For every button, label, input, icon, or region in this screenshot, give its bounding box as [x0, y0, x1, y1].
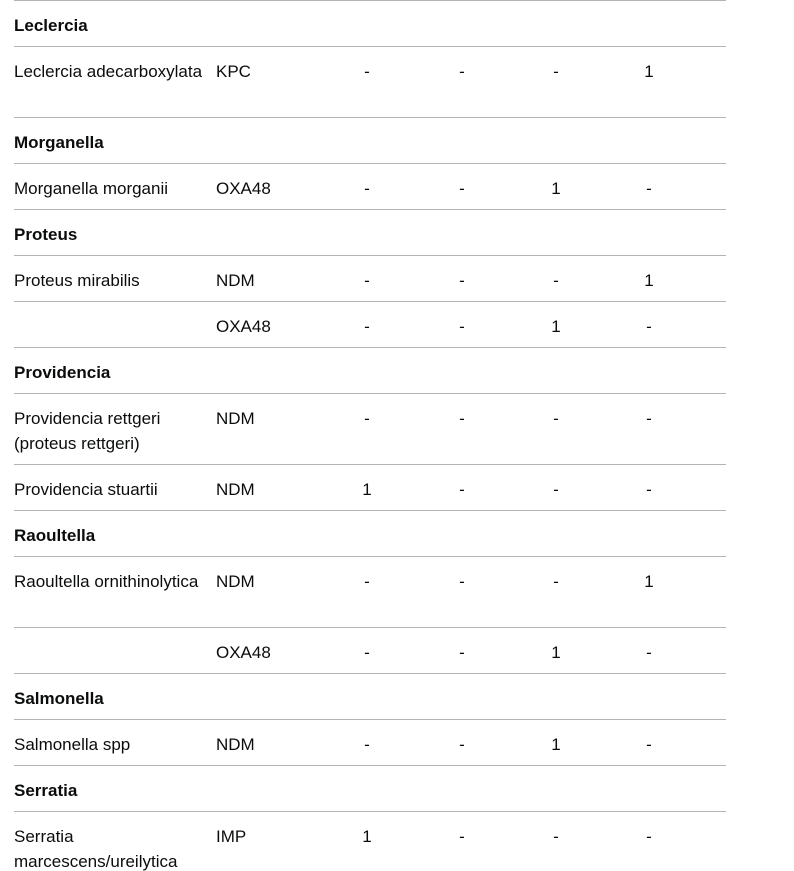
organism-cell: Salmonella spp [14, 735, 131, 754]
organism-cell: Proteus mirabilis [14, 271, 140, 290]
count-cell: 1 [362, 827, 372, 846]
enzyme-cell: NDM [216, 572, 255, 591]
count-cell: 1 [644, 572, 654, 591]
genus-label: Salmonella [14, 689, 104, 708]
enzyme-cell: IMP [216, 827, 247, 846]
count-cell: - [364, 62, 370, 81]
results-table [14, 0, 726, 871]
organism-cell: Leclercia adecarboxylata [14, 62, 203, 81]
count-cell: - [459, 480, 465, 499]
genus-label: Proteus [14, 225, 78, 244]
organism-cell: Providencia stuartii [14, 480, 158, 499]
count-cell: - [459, 62, 465, 81]
count-cell: - [646, 480, 652, 499]
count-cell: - [646, 643, 652, 662]
count-cell: - [364, 271, 370, 290]
count-cell: 1 [551, 179, 561, 198]
table-row [14, 46, 726, 117]
table-row [14, 464, 726, 510]
organism-cell: Serratia marcescens/ureilytica [14, 827, 178, 871]
enzyme-cell: NDM [216, 480, 255, 499]
genus-label: Providencia [14, 363, 111, 382]
count-cell: 1 [551, 735, 561, 754]
table-row [14, 163, 726, 209]
organism-cell: Raoultella ornithinolytica [14, 572, 199, 591]
genus-label: Leclercia [14, 16, 88, 35]
table-row [14, 301, 726, 347]
count-cell: - [553, 827, 559, 846]
count-cell: - [646, 409, 652, 428]
count-cell: - [459, 409, 465, 428]
genus-header-row [14, 117, 726, 163]
count-cell: - [364, 179, 370, 198]
genus-header-row [14, 765, 726, 811]
table-row [14, 811, 726, 871]
count-cell: 1 [362, 480, 372, 499]
count-cell: - [459, 271, 465, 290]
count-cell: - [364, 409, 370, 428]
count-cell: - [646, 735, 652, 754]
genus-header-row [14, 0, 726, 46]
count-cell: - [459, 317, 465, 336]
enzyme-cell: OXA48 [216, 317, 271, 336]
table-row [14, 393, 726, 464]
count-cell: - [553, 62, 559, 81]
count-cell: - [459, 643, 465, 662]
count-cell: - [553, 572, 559, 591]
count-cell: - [364, 572, 370, 591]
table-row [14, 719, 726, 765]
genus-header-row [14, 347, 726, 393]
count-cell: 1 [551, 317, 561, 336]
enzyme-cell: OXA48 [216, 643, 271, 662]
genus-label: Raoultella [14, 526, 96, 545]
organism-cell: Morganella morganii [14, 179, 169, 198]
count-cell: - [364, 317, 370, 336]
table-row [14, 627, 726, 673]
count-cell: - [459, 735, 465, 754]
count-cell: 1 [644, 62, 654, 81]
enzyme-cell: NDM [216, 409, 255, 428]
table-row [14, 255, 726, 301]
enzyme-cell: KPC [216, 62, 251, 81]
genus-header-row [14, 510, 726, 556]
count-cell: - [364, 643, 370, 662]
count-cell: - [553, 480, 559, 499]
table-row [14, 556, 726, 627]
count-cell: - [646, 317, 652, 336]
count-cell: - [646, 179, 652, 198]
enzyme-cell: OXA48 [216, 179, 271, 198]
genus-label: Serratia [14, 781, 78, 800]
count-cell: 1 [551, 643, 561, 662]
count-cell: - [364, 735, 370, 754]
count-cell: 1 [644, 271, 654, 290]
count-cell: - [646, 827, 652, 846]
genus-header-row [14, 209, 726, 255]
genus-header-row [14, 673, 726, 719]
count-cell: - [459, 179, 465, 198]
genus-label: Morganella [14, 133, 104, 152]
count-cell: - [459, 827, 465, 846]
enzyme-cell: NDM [216, 271, 255, 290]
enzyme-cell: NDM [216, 735, 255, 754]
count-cell: - [553, 409, 559, 428]
count-cell: - [553, 271, 559, 290]
count-cell: - [459, 572, 465, 591]
organism-cell: Providencia rettgeri (proteus rettgeri) [14, 409, 161, 453]
